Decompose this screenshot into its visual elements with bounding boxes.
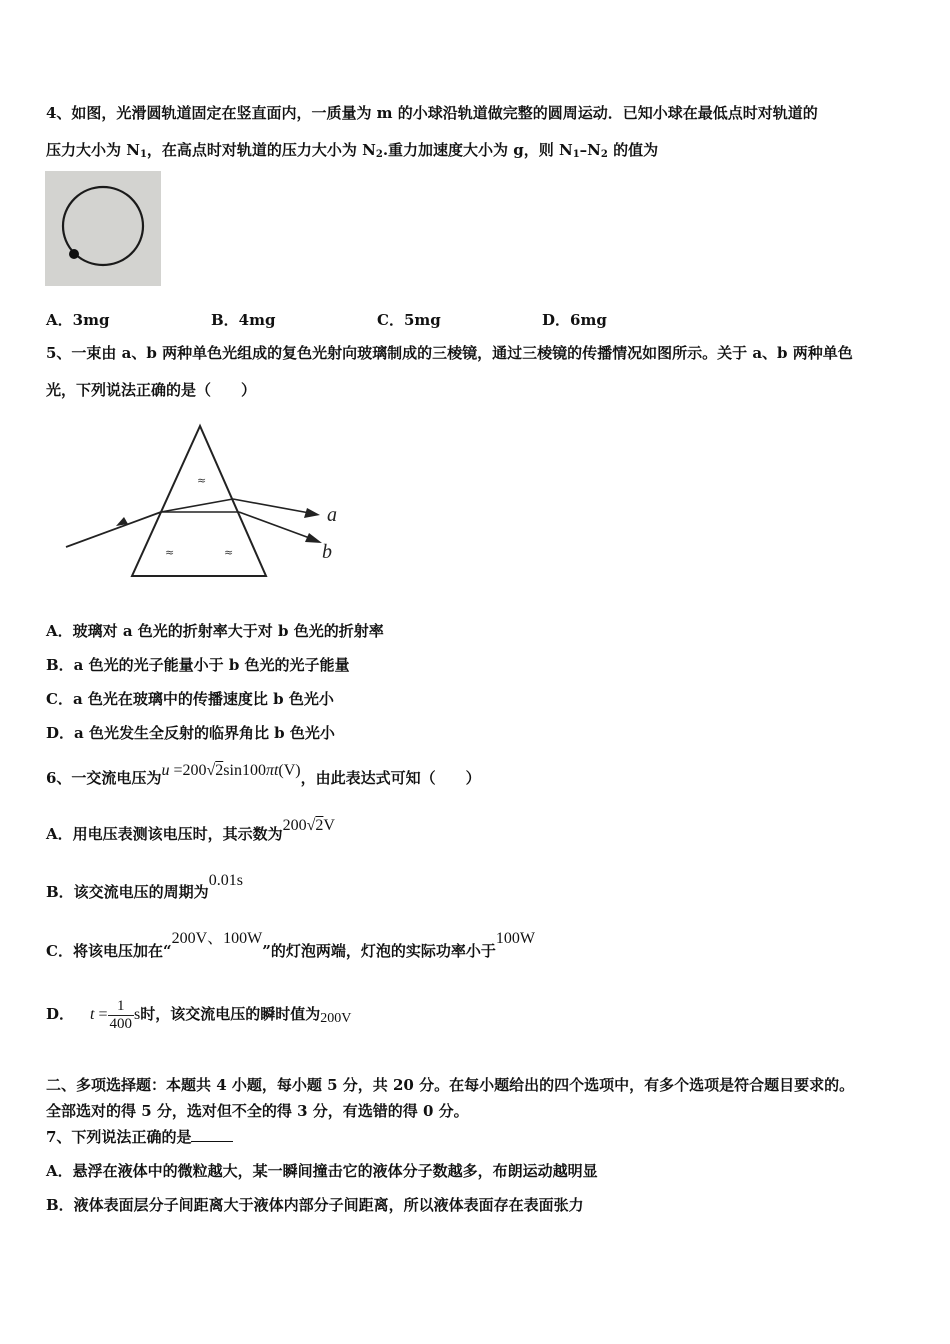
q4-option-c[interactable]: C．5mg: [377, 311, 441, 329]
section2-heading-line2: 全部选对的得 5 分，选对但不全的得 3 分，有选错的得 0 分。: [46, 1102, 469, 1120]
q6-option-b[interactable]: B．该交流电压的周期为0.01s: [46, 872, 243, 901]
q5-option-b[interactable]: B．a 色光的光子能量小于 b 色光的光子能量: [46, 656, 350, 674]
q4-options: [46, 309, 746, 329]
section2-heading-line1: 二、多项选择题：本题共 4 小题，每小题 5 分，共 20 分。在每小题给出的四个选项中，有多个选项是符合题目要求的。: [46, 1076, 855, 1094]
q5-stem-line1: 5、一束由 a、b 两种单色光组成的复色光射向玻璃制成的三棱镜，通过三棱镜的传播情况如图所示。关于 a、b 两种单色: [46, 344, 853, 362]
q6-stem: 6、一交流电压为u =200√2sin100πt(V)，由此表达式可知（ ）: [46, 762, 481, 787]
circular-track-figure: [45, 171, 161, 286]
ray-label-a: a: [327, 504, 337, 526]
answer-blank[interactable]: [191, 1127, 233, 1142]
q5-option-a[interactable]: A．玻璃对 a 色光的折射率大于对 b 色光的折射率: [46, 622, 384, 640]
q7-option-b[interactable]: B．液体表面层分子间距离大于液体内部分子间距离，所以液体表面存在表面张力: [46, 1196, 584, 1214]
q7-stem: 7、下列说法正确的是: [46, 1127, 910, 1147]
q6-option-a[interactable]: A．用电压表测该电压时，其示数为200√2V: [46, 817, 335, 843]
q6-option-c[interactable]: C．将该电压加在“200V、100W”的灯泡两端，灯泡的实际功率小于100W: [46, 930, 535, 960]
q5-option-c[interactable]: C．a 色光在玻璃中的传播速度比 b 色光小: [46, 690, 334, 708]
svg-text:≈: ≈: [224, 546, 234, 559]
q5-option-d[interactable]: D．a 色光发生全反射的临界角比 b 色光小: [46, 724, 335, 742]
svg-text:≈: ≈: [197, 474, 207, 487]
q4-stem-line1: 4、如图，光滑圆轨道固定在竖直面内，一质量为 m 的小球沿轨道做完整的圆周运动．已知小球在最低点时对轨道的: [46, 104, 818, 122]
q6-option-d[interactable]: D． t = $\frac{1}{400}$ s时，该交流电压的瞬时值为200V: [46, 997, 352, 1032]
q4-option-a[interactable]: A．3mg: [46, 311, 110, 329]
q4-option-b[interactable]: B．4mg: [211, 311, 276, 329]
q4-stem-line2: 压力大小为 $N_1$，在高点时对轨道的压力大小为 $N_2$.重力加速度大小为 g，则 $N_1-N_2$ 的值为: [46, 141, 659, 160]
q5-stem-line2: 光，下列说法正确的是（ ）: [46, 381, 257, 399]
q7-option-a[interactable]: A．悬浮在液体中的微粒越大，某一瞬间撞击它的液体分子数越多，布朗运动越明显: [46, 1162, 598, 1180]
q4-option-d[interactable]: D．6mg: [542, 311, 607, 329]
prism-figure: [60, 420, 360, 585]
svg-text:≈: ≈: [165, 546, 175, 559]
q6-formula: u =200√2sin100πt(V): [161, 762, 301, 779]
ray-label-b: b: [322, 541, 332, 563]
